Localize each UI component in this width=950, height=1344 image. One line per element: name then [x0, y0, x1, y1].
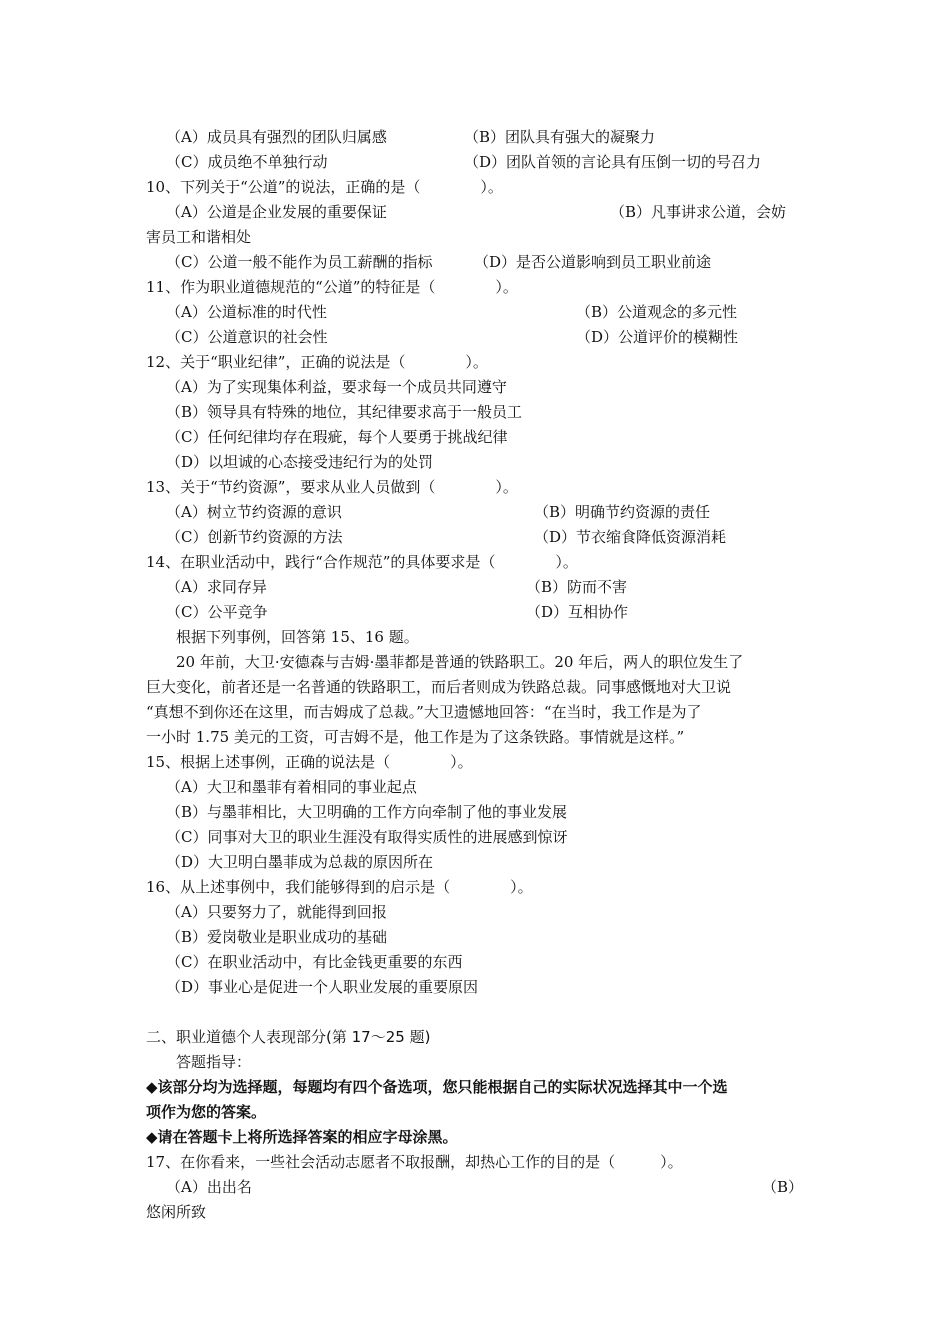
q17-stem: 17、在你看来，一些社会活动志愿者不取报酬，却热心工作的目的是（ ）。 — [146, 1153, 683, 1171]
section2-rule-2: ◆请在答题卡上将所选择答案的相应字母涂黑。 — [146, 1128, 458, 1146]
q16-option-a: （A）只要努力了，就能得到回报 — [166, 903, 387, 921]
q13-option-b: （B）明确节约资源的责任 — [534, 503, 711, 521]
section2-title: 二、职业道德个人表现部分(第 17～25 题) — [146, 1028, 431, 1046]
q12-option-c: （C）任何纪律均存在瑕疵，每个人要勇于挑战纪律 — [166, 428, 508, 446]
q11-stem: 11、作为职业道德规范的“公道”的特征是（ ）。 — [146, 278, 518, 296]
q10-option-b-continued: 害员工和谐相处 — [146, 228, 252, 246]
section2-rule-1: ◆该部分均为选择题，每题均有四个备选项，您只能根据自己的实际状况选择其中一个选 — [146, 1078, 728, 1096]
q10-option-b: （B）凡事讲求公道，会妨 — [610, 203, 787, 221]
q14-option-c: （C）公平竞争 — [166, 603, 268, 621]
q13-option-c: （C）创新节约资源的方法 — [166, 528, 343, 546]
q15-option-b: （B）与墨菲相比，大卫明确的工作方向牵制了他的事业发展 — [166, 803, 568, 821]
q11-option-a: （A）公道标准的时代性 — [166, 303, 327, 321]
q16-stem: 16、从上述事例中，我们能够得到的启示是（ ）。 — [146, 878, 533, 896]
section2-guide-label: 答题指导： — [176, 1053, 252, 1071]
q14-option-a: （A）求同存异 — [166, 578, 267, 596]
q12-option-b: （B）领导具有特殊的地位，其纪律要求高于一般员工 — [166, 403, 523, 421]
q14-option-b: （B）防而不害 — [526, 578, 628, 596]
q14-option-d: （D）互相协作 — [526, 603, 629, 621]
case-intro: 根据下列事例，回答第 15、16 题。 — [176, 628, 419, 646]
q15-stem: 15、根据上述事例，正确的说法是（ ）。 — [146, 753, 473, 771]
q17-option-b-label: （B） — [762, 1178, 804, 1196]
q10-option-d: （D）是否公道影响到员工职业前途 — [474, 253, 712, 271]
q16-option-b: （B）爱岗敬业是职业成功的基础 — [166, 928, 388, 946]
q14-stem: 14、在职业活动中，践行“合作规范”的具体要求是（ ）。 — [146, 553, 578, 571]
q17-option-b-text: 悠闲所致 — [146, 1203, 207, 1221]
q11-option-b: （B）公道观念的多元性 — [576, 303, 738, 321]
q9-option-c: （C）成员绝不单独行动 — [166, 153, 328, 171]
q10-stem: 10、下列关于“公道”的说法，正确的是（ ）。 — [146, 178, 503, 196]
q9-option-a: （A）成员具有强烈的团队归属感 — [166, 128, 387, 146]
q12-stem: 12、关于“职业纪律”，正确的说法是（ ）。 — [146, 353, 488, 371]
q9-option-b: （B）团队具有强大的凝聚力 — [464, 128, 656, 146]
q16-option-d: （D）事业心是促进一个人职业发展的重要原因 — [166, 978, 479, 996]
q16-option-c: （C）在职业活动中，有比金钱更重要的东西 — [166, 953, 463, 971]
case-paragraph-line: 一小时 1.75 美元的工资，可吉姆不是，他工作是为了这条铁路。事情就是这样。” — [146, 728, 685, 746]
q10-option-c: （C）公道一般不能作为员工薪酬的指标 — [166, 253, 433, 271]
q11-option-d: （D）公道评价的模糊性 — [576, 328, 739, 346]
q12-option-a: （A）为了实现集体利益，要求每一个成员共同遵守 — [166, 378, 507, 396]
case-paragraph-line: 巨大变化，前者还是一名普通的铁路职工，而后者则成为铁路总裁。同事感慨地对大卫说 — [146, 678, 732, 696]
q13-stem: 13、关于“节约资源”，要求从业人员做到（ ）。 — [146, 478, 518, 496]
section2-rule-1-continued: 项作为您的答案。 — [146, 1103, 267, 1121]
case-paragraph-line: “真想不到你还在这里，而吉姆成了总裁。”大卫遗憾地回答：“在当时，我工作是为了 — [146, 703, 702, 721]
q9-option-d: （D）团队首领的言论具有压倒一切的号召力 — [464, 153, 762, 171]
q11-option-c: （C）公道意识的社会性 — [166, 328, 328, 346]
q15-option-c: （C）同事对大卫的职业生涯没有取得实质性的进展感到惊讶 — [166, 828, 568, 846]
q17-option-a: （A）出出名 — [166, 1178, 252, 1196]
q15-option-d: （D）大卫明白墨菲成为总裁的原因所在 — [166, 853, 434, 871]
q10-option-a: （A）公道是企业发展的重要保证 — [166, 203, 387, 221]
q15-option-a: （A）大卫和墨菲有着相同的事业起点 — [166, 778, 417, 796]
q13-option-a: （A）树立节约资源的意识 — [166, 503, 342, 521]
q13-option-d: （D）节衣缩食降低资源消耗 — [534, 528, 727, 546]
case-paragraph-line: 20 年前，大卫·安德森与吉姆·墨菲都是普通的铁路职工。20 年后，两人的职位发生了 — [176, 653, 744, 671]
q12-option-d: （D）以坦诚的心态接受违纪行为的处罚 — [166, 453, 434, 471]
